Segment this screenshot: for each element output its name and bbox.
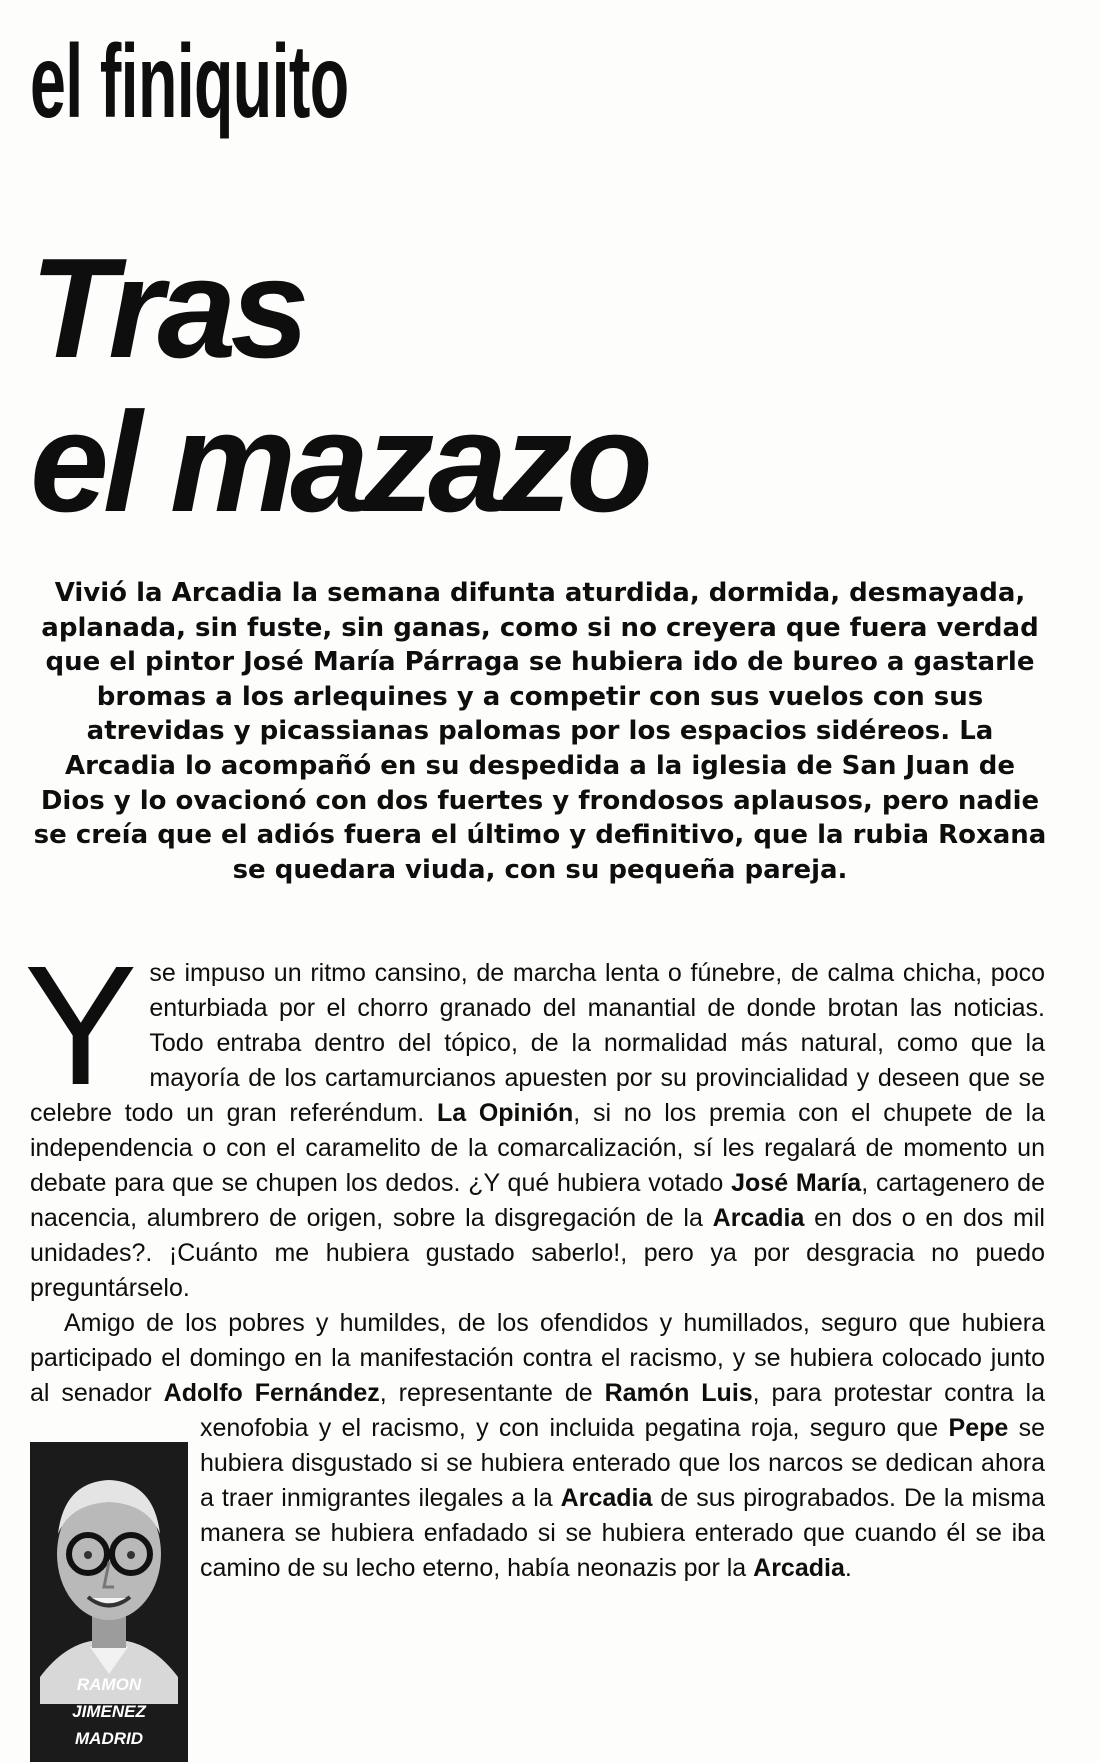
headline-line-1: Tras [30,229,304,388]
drop-cap: Y [24,931,138,1121]
section-title: el finiquito [30,24,349,140]
body-bold-arcadia: Arcadia [712,1204,805,1232]
author-caption-line-2: JIMENEZ [72,1702,146,1721]
headline [30,229,647,542]
body-bold-arcadia-2: Arcadia [560,1484,653,1512]
body-bold-adolfo-fernandez: Adolfo Fernández [163,1379,380,1407]
body-bold-ramon-luis: Ramón Luis [604,1379,753,1407]
body-bold-pepe: Pepe [948,1414,1009,1442]
body-paragraph-2: Amigo de los pobres y humildes, de los ofendidos y humillados, seguro que hubiera participado el domingo en la manifestación contra el racismo, y se hubiera colocado junto al senador Adolfo Fernández, representante de Ramón Luis, para protestar contra la xenofobia y el racismo, y con incluida pegatina roja, seguro que Pepe se hubiera disgustado si se hubiera enterado que los narcos se dedican ahora a traer inmigrantes ilegales a la Arcadia de sus pirograbados. De la misma manera se hubiera enfadado si se hubiera enterado que cuando él se iba camino de su lecho eterno, había neonazis por la Arcadia. [30,1309,1045,1582]
lede-paragraph: Vivió la Arcadia la semana difunta aturdida, dormida, desmayada, aplanada, sin fuste, sin ganas, como si no creyera que fuera verdad que el pintor José María Párraga se hubiera ido de bureo a gastarle bromas a los arlequines y a competir con sus vuelos con sus atrevidas y picassianas palomas por los espacios sidéreos. La Arcadia lo acompañó en su despedida a la iglesia de San Juan de Dios y lo ovacionó con dos fuertes y frondosos aplausos, pero nadie se creía que el adiós fuera el último y definitivo, que la rubia Roxana se quedara viuda, con su pequeña pareja. [33,578,1047,885]
body-paragraph-1: se impuso un ritmo cansino, de marcha lenta o fúnebre, de calma chicha, poco enturbiada por el chorro granado del manantial de donde brotan las noticias. Todo entraba dentro del tópico, de la normalidad más natural, como que la mayoría de los cartamurcianos apuesten por su provincialidad y deseen que se celebre todo un gran referéndum. La Opinión, si no los premia con el chupete de la independencia o con el caramelito de la comarcalización, sí les regalará de momento un debate para que se chupen los dedos. ¿Y qué hubiera votado José María, cartagenero de nacencia, alumbrero de origen, sobre la disgregación de la Arcadia en dos o en dos mil unidades?. ¡Cuánto me hubiera gustado saberlo!, pero ya por desgracia no puedo preguntárselo. [30,959,1045,1302]
author-caption-line-1: RAMON [76,1675,142,1694]
body-bold-la-opinion: La Opinión [436,1099,574,1127]
headline-line-2: el mazazo [30,383,647,542]
article-body [24,931,1045,1748]
author-caption [30,1671,188,1752]
body-bold-arcadia-3: Arcadia [753,1554,845,1582]
body-bold-jose-maria: José María [731,1169,862,1197]
author-photo [30,1442,188,1762]
author-caption-line-3: MADRID [75,1729,143,1748]
